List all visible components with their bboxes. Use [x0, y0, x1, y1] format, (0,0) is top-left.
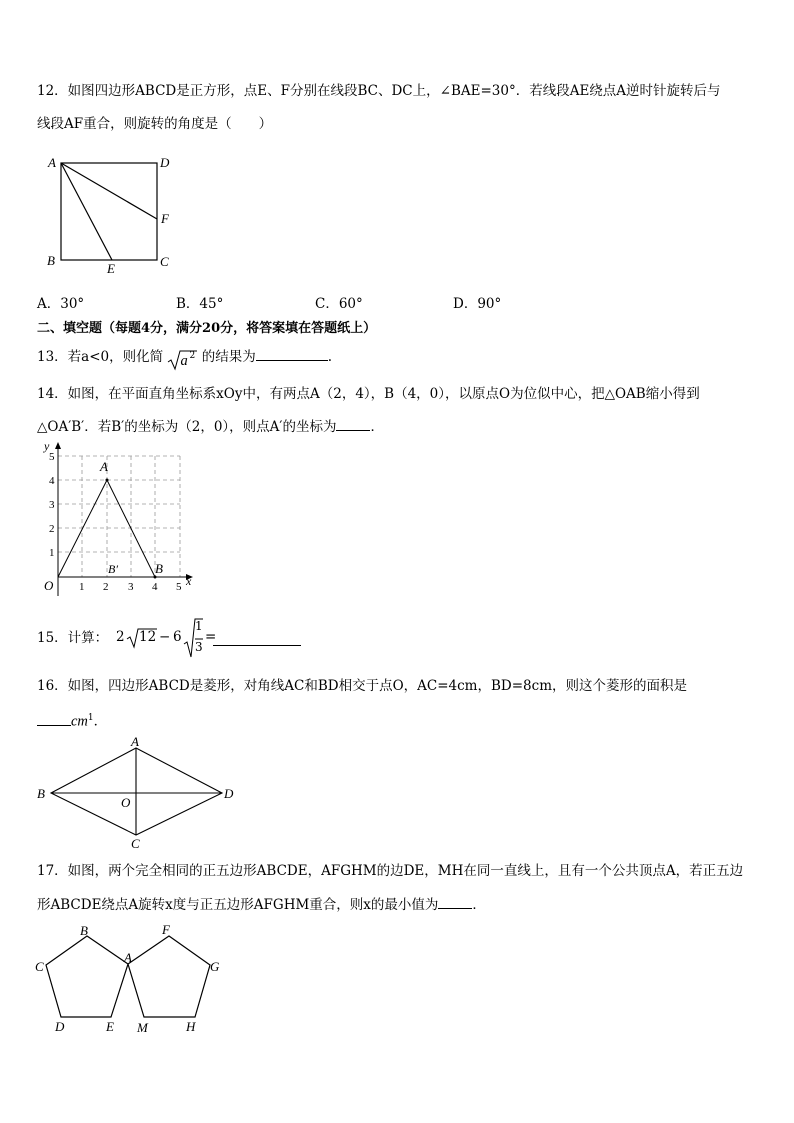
- rhombus-label-C: C: [131, 836, 140, 851]
- pentagon-label-B: B: [80, 923, 88, 938]
- q15-coef1: 2: [116, 629, 125, 645]
- q14-line2-text: △OA′B′．若B′的坐标为（2，0），则点A′的坐标为: [37, 419, 337, 435]
- q15-denominator: 3: [195, 640, 203, 654]
- y-tick-4: 4: [49, 475, 55, 487]
- option-b: B．45°: [176, 296, 224, 312]
- q17-pentagons-figure: [33, 922, 228, 1037]
- q16-line2: [37, 709, 107, 731]
- label-B: B: [47, 253, 55, 268]
- rhombus-label-O: O: [121, 795, 131, 810]
- q14-answer-blank[interactable]: [336, 416, 370, 431]
- q13-sqrt: [167, 349, 197, 367]
- q13-radicand: a: [180, 352, 188, 369]
- q13-post: 的结果为: [201, 349, 256, 365]
- q14-coordinate-figure: [38, 440, 198, 595]
- rhombus-label-D: D: [224, 786, 234, 801]
- q17-line1: 17．如图，两个完全相同的正五边形ABCDE，AFGHM的边DE，MH在同一直线上，且有一个公共顶点A，若正五边: [37, 863, 744, 879]
- q17-line2: [37, 894, 486, 914]
- pentagon-label-E: E: [106, 1019, 114, 1034]
- point-A-label: A: [100, 459, 108, 474]
- q15-line: [37, 629, 108, 647]
- q13-pre: 13．若a<0，则化简: [37, 349, 164, 365]
- pentagon-label-A: A: [124, 950, 132, 965]
- q13-answer-blank[interactable]: [256, 346, 328, 361]
- section-fill-in-title: 二、填空题（每题4分，满分20分，将答案填在答题纸上）: [37, 321, 377, 336]
- q12-square-figure: [40, 150, 180, 275]
- q15-expression: [114, 617, 314, 657]
- q16-unit-sup: 1: [87, 713, 94, 723]
- y-axis-label: y: [44, 439, 50, 453]
- pentagon-label-F: F: [162, 922, 170, 937]
- option-c: C．60°: [315, 296, 363, 312]
- y-tick-1: 1: [49, 547, 55, 559]
- label-A: A: [48, 155, 56, 170]
- q12-line1: 12．如图四边形ABCD是正方形，点E、F分别在线段BC、DC上，∠BAE=30°．若线段AE绕点A逆时针旋转后与: [37, 83, 721, 99]
- origin-label: O: [44, 578, 54, 593]
- q15-minus: −: [159, 629, 171, 645]
- y-tick-3: 3: [49, 499, 55, 511]
- q14-line1: 14．如图，在平面直角坐标系xOy中，有两点A（2，4），B（4，0），以原点O为位似中心，把△OAB缩小得到: [37, 386, 700, 402]
- pentagon-label-G: G: [210, 959, 220, 974]
- label-C: C: [160, 254, 169, 269]
- q13-end: .: [327, 349, 333, 365]
- q15-equals: =: [205, 629, 217, 645]
- q12-line2: 线段AF重合，则旋转的角度是（ ）: [37, 116, 273, 132]
- q16-rhombus-figure: [35, 735, 240, 850]
- x-tick-3: 3: [128, 581, 134, 593]
- q16-answer-blank[interactable]: [37, 711, 71, 726]
- q15-answer-blank[interactable]: [213, 631, 301, 646]
- q17-end: ．: [472, 897, 486, 913]
- y-tick-2: 2: [49, 523, 55, 535]
- q15-radicand1: 12: [139, 629, 157, 645]
- q16-unit: cm: [71, 713, 88, 730]
- option-d: D．90°: [453, 296, 502, 312]
- point-B-label: B: [155, 561, 163, 576]
- point-Bprime-label: B′: [108, 562, 118, 576]
- pentagon-label-H: H: [186, 1019, 196, 1034]
- q14-end: ．: [370, 419, 384, 435]
- x-tick-4: 4: [152, 581, 158, 593]
- rhombus-label-A: A: [131, 734, 139, 749]
- label-F: F: [161, 211, 169, 226]
- q14-line2: [37, 416, 384, 436]
- x-axis-label: x: [186, 574, 192, 588]
- q15-numerator: 1: [195, 619, 203, 633]
- rhombus-label-B: B: [37, 786, 45, 801]
- x-tick-5: 5: [176, 581, 182, 593]
- q15-coef2: 6: [173, 629, 182, 645]
- pentagon-label-D: D: [55, 1019, 65, 1034]
- pentagon-label-C: C: [35, 959, 44, 974]
- q13-exponent: 2: [189, 350, 196, 361]
- x-tick-1: 1: [79, 581, 85, 593]
- option-a: A．30°: [37, 296, 85, 312]
- pentagon-label-M: M: [137, 1020, 148, 1035]
- label-D: D: [160, 155, 170, 170]
- x-tick-2: 2: [103, 581, 109, 593]
- q16-end: ．: [93, 713, 108, 730]
- label-E: E: [107, 261, 115, 276]
- q16-line1: 16．如图，四边形ABCD是菱形，对角线AC和BD相交于点O，AC=4cm，BD=8cm，则这个菱形的面积是: [37, 678, 687, 694]
- q17-line2-text: 形ABCDE绕点A旋转x度与正五边形AFGHM重合，则x的最小值为: [37, 897, 439, 913]
- q13-line: [37, 346, 332, 367]
- q15-pre: 15．计算：: [37, 630, 109, 646]
- y-tick-5: 5: [49, 451, 55, 463]
- q17-answer-blank[interactable]: [438, 894, 472, 909]
